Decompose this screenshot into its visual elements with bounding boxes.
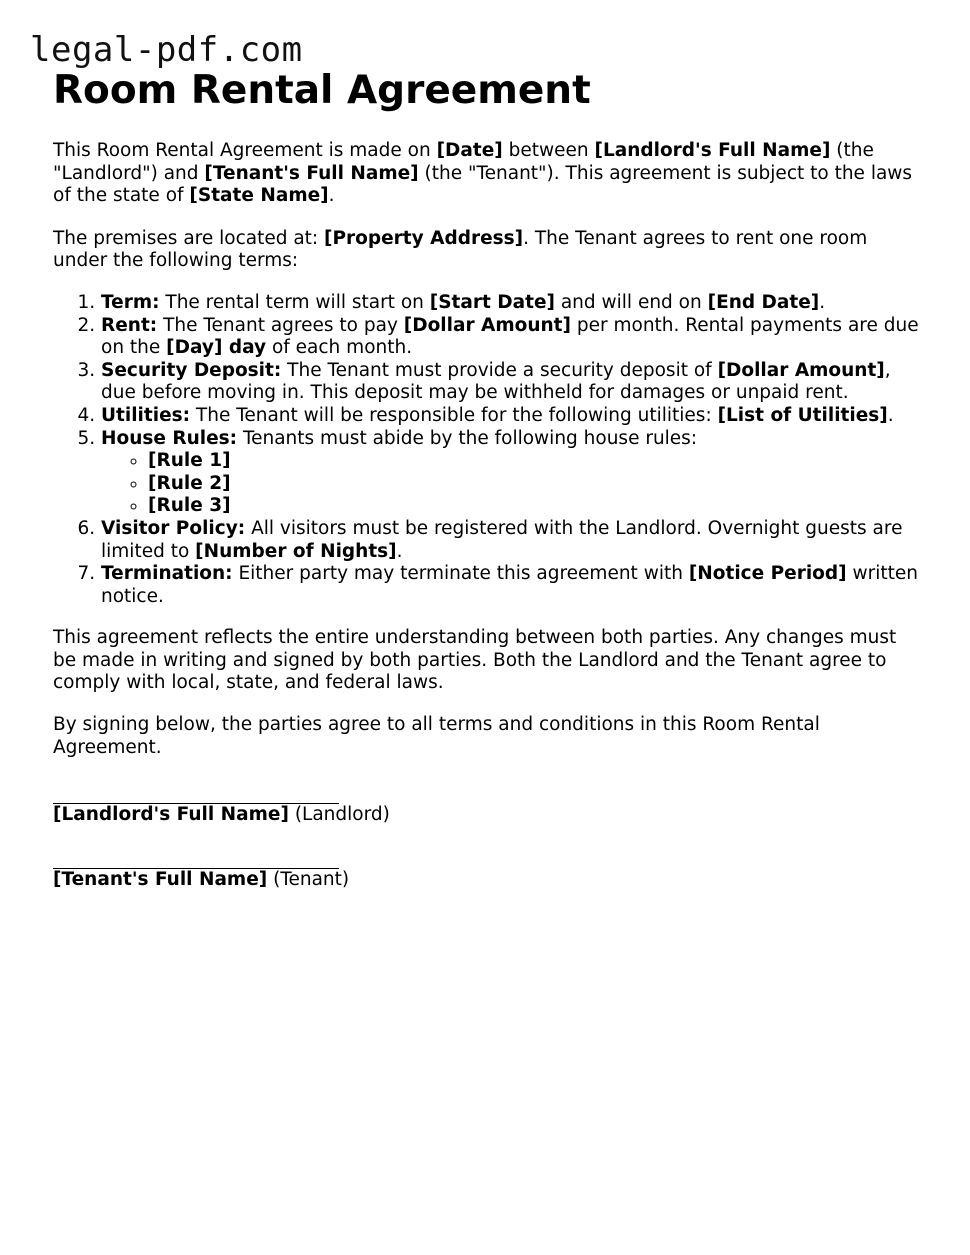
term-label: House Rules: (101, 427, 238, 449)
term-text: Tenants must abide by the following house rules: (237, 427, 698, 449)
tenant-signature-line[interactable] (53, 848, 339, 869)
term-text: All visitors must be registered with the Landlord. Overnight guests are limited to (101, 517, 903, 562)
term-text: . (887, 404, 894, 426)
term-text: The rental term will start on (159, 291, 430, 313)
placeholder-landlord-name: [Landlord's Full Name] (594, 140, 831, 161)
term-item-house-rules (101, 428, 925, 518)
term-label: Utilities: (101, 404, 191, 426)
term-text: Either party may terminate this agreement with (232, 563, 689, 585)
intro-text-5: . (328, 185, 335, 207)
house-rules-list (101, 450, 925, 518)
intro-text-1: This Room Rental Agreement is made on (53, 140, 437, 161)
placeholder-property-address: [Property Address] (324, 227, 524, 249)
placeholder-end-date: [End Date] (707, 291, 820, 313)
placeholder-tenant-name: [Tenant's Full Name] (204, 162, 419, 184)
landlord-signature-block (53, 783, 925, 827)
closing-paragraph: This agreement reflects the entire understanding between both parties. Any changes must be made in writing and signed by both parties. Both the Landlord and the Tenant agree to comply with local, state, and federal laws. (53, 627, 897, 694)
placeholder-due-day: [Day] day (166, 337, 267, 359)
term-item-security-deposit (101, 360, 925, 405)
placeholder-deposit-amount: [Dollar Amount] (717, 359, 885, 381)
term-item-termination (101, 563, 925, 608)
tenant-signature-caption (53, 869, 925, 892)
term-text: of each month. (266, 337, 413, 359)
watermark-text: legal-pdf.com (30, 30, 303, 70)
term-text: . (396, 540, 403, 562)
term-item-utilities (101, 405, 925, 428)
term-item-rent (101, 315, 925, 360)
term-label: Security Deposit: (101, 359, 282, 381)
intro-text-2: between (502, 140, 595, 161)
premises-paragraph (53, 228, 925, 273)
tenant-signature-block (53, 848, 925, 892)
term-text: written notice. (101, 563, 918, 607)
terms-list (53, 292, 925, 608)
house-rule-item (148, 450, 925, 473)
placeholder-number-of-nights: [Number of Nights] (195, 540, 397, 562)
placeholder-state-name: [State Name] (189, 185, 329, 207)
term-text: , due before moving in. This deposit may be withheld for damages or unpaid rent. (101, 359, 891, 404)
landlord-signature-line[interactable] (53, 783, 339, 804)
term-text: per month. Rental payments are due on the (101, 314, 919, 359)
document-body (53, 140, 925, 891)
placeholder-start-date: [Start Date] (429, 291, 555, 313)
placeholder-rent-amount: [Dollar Amount] (403, 314, 571, 336)
tenant-role: (Tenant) (267, 868, 350, 890)
intro-text-4: (the "Tenant"). This agreement is subject to the laws of the state of (53, 162, 913, 207)
placeholder-tenant-signature-name: [Tenant's Full Name] (53, 868, 268, 890)
placeholder-notice-period: [Notice Period] (688, 563, 847, 585)
intro-paragraph (53, 140, 925, 208)
premises-text-2: . The Tenant agrees to rent one room under the following terms: (53, 227, 868, 272)
term-text: The Tenant will be responsible for the following utilities: (190, 404, 718, 426)
placeholder-rule-2: [Rule 2] (148, 472, 231, 494)
landlord-signature-caption (53, 804, 925, 827)
document-title: Room Rental Agreement (53, 68, 591, 113)
term-label: Visitor Policy: (101, 517, 246, 539)
term-text: The Tenant must provide a security deposit of (281, 359, 718, 381)
term-item-visitor-policy (101, 518, 925, 563)
intro-text-3: (the "Landlord") and (53, 140, 874, 184)
term-label: Termination: (101, 563, 233, 585)
term-text: and will end on (554, 291, 708, 313)
term-item-term (101, 292, 925, 315)
term-text: . (819, 291, 826, 313)
term-text: The Tenant agrees to pay (157, 314, 404, 336)
placeholder-rule-3: [Rule 3] (148, 495, 231, 517)
house-rule-item (148, 495, 925, 518)
house-rule-item (148, 473, 925, 496)
placeholder-date: [Date] (436, 140, 503, 161)
term-label: Term: (101, 291, 160, 313)
premises-text-1: The premises are located at: (53, 227, 325, 249)
landlord-role: (Landlord) (288, 804, 390, 826)
signing-statement: By signing below, the parties agree to all terms and conditions in this Room Rental Agreement. (53, 714, 820, 758)
term-label: Rent: (101, 314, 158, 336)
placeholder-rule-1: [Rule 1] (148, 450, 231, 472)
placeholder-landlord-signature-name: [Landlord's Full Name] (53, 804, 289, 826)
placeholder-utilities-list: [List of Utilities] (717, 404, 888, 426)
document-page (53, 68, 925, 891)
